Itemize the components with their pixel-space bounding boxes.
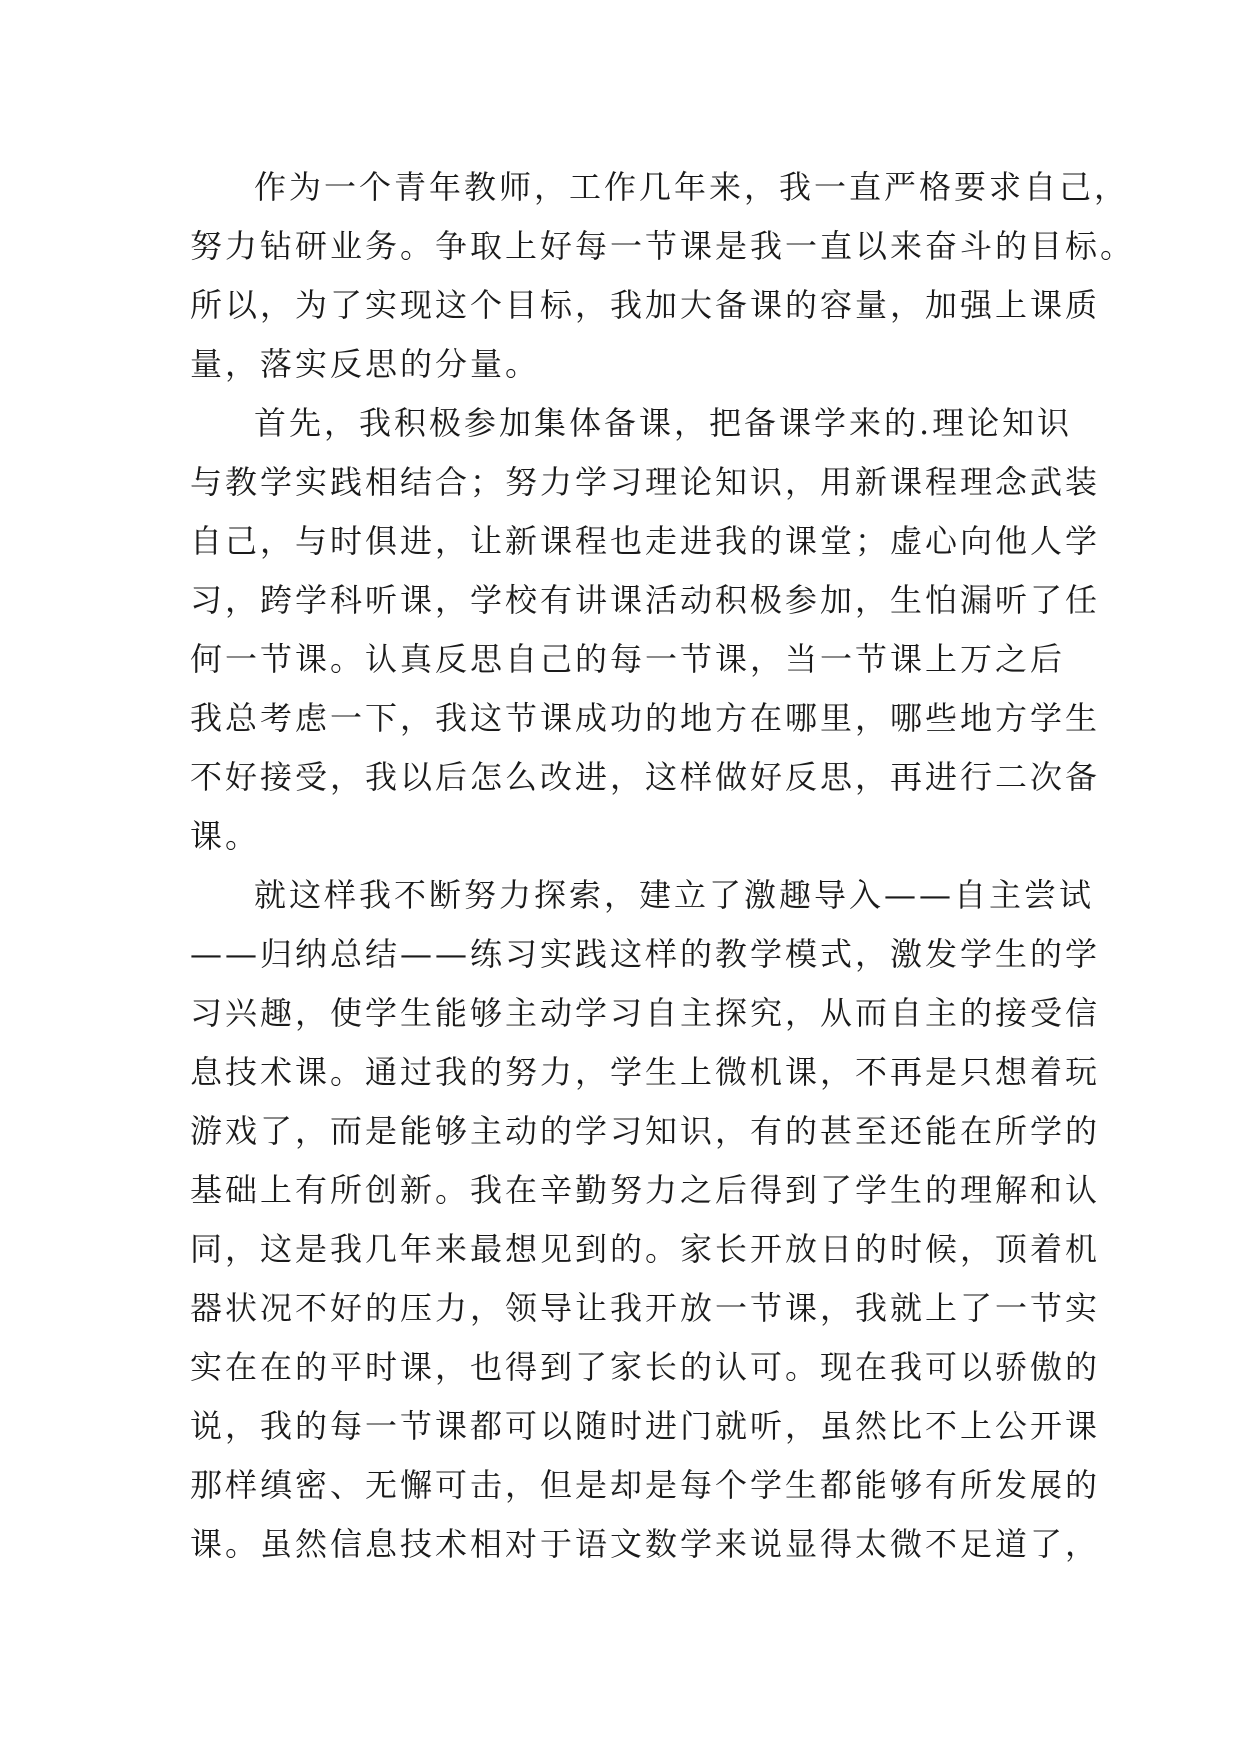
text-line: 就这样我不断努力探索，建立了激趣导入——自主尝试 (254, 876, 1095, 914)
text-line: 课。 (190, 817, 261, 855)
text-line: 自己，与时俱进，让新课程也走进我的课堂；虚心向他人学 (190, 522, 1101, 560)
text-line: 那样缜密、无懈可击，但是却是每个学生都能够有所发展的 (190, 1466, 1101, 1504)
text-line: 息技术课。通过我的努力，学生上微机课，不再是只想着玩 (190, 1053, 1101, 1091)
text-line: 器状况不好的压力，领导让我开放一节课，我就上了一节实 (190, 1289, 1101, 1327)
text-line: 说，我的每一节课都可以随时进门就听，虽然比不上公开课 (190, 1407, 1101, 1445)
text-line: 实在在的平时课，也得到了家长的认可。现在我可以骄傲的 (190, 1348, 1101, 1386)
text-line: ——归纳总结——练习实践这样的教学模式，激发学生的学 (190, 935, 1101, 973)
text-line: 与教学实践相结合；努力学习理论知识，用新课程理念武装 (190, 463, 1101, 501)
text-line: 所以，为了实现这个目标，我加大备课的容量，加强上课质 (190, 286, 1101, 324)
text-line: 课。虽然信息技术相对于语文数学来说显得太微不足道了， (190, 1525, 1101, 1563)
text-line: 何一节课。认真反思自己的每一节课，当一节课上万之后 (190, 640, 1066, 678)
text-line: 我总考虑一下，我这节课成功的地方在哪里，哪些地方学生 (190, 699, 1101, 737)
text-line: 基础上有所创新。我在辛勤努力之后得到了学生的理解和认 (190, 1171, 1101, 1209)
text-line: 努力钻研业务。争取上好每一节课是我一直以来奋斗的目标。 (190, 227, 1136, 265)
body-text (190, 158, 1190, 1574)
text-line: 习，跨学科听课，学校有讲课活动积极参加，生怕漏听了任 (190, 581, 1101, 619)
text-line: 习兴趣，使学生能够主动学习自主探究，从而自主的接受信 (190, 994, 1101, 1032)
text-line: 作为一个青年教师，工作几年来，我一直严格要求自己， (254, 168, 1130, 206)
text-line: 同，这是我几年来最想见到的。家长开放日的时候，顶着机 (190, 1230, 1101, 1268)
text-line: 首先，我积极参加集体备课，把备课学来的.理论知识 (254, 404, 1073, 442)
text-line: 不好接受，我以后怎么改进，这样做好反思，再进行二次备 (190, 758, 1101, 796)
text-line: 游戏了，而是能够主动的学习知识，有的甚至还能在所学的 (190, 1112, 1101, 1150)
text-line: 量，落实反思的分量。 (190, 345, 541, 383)
